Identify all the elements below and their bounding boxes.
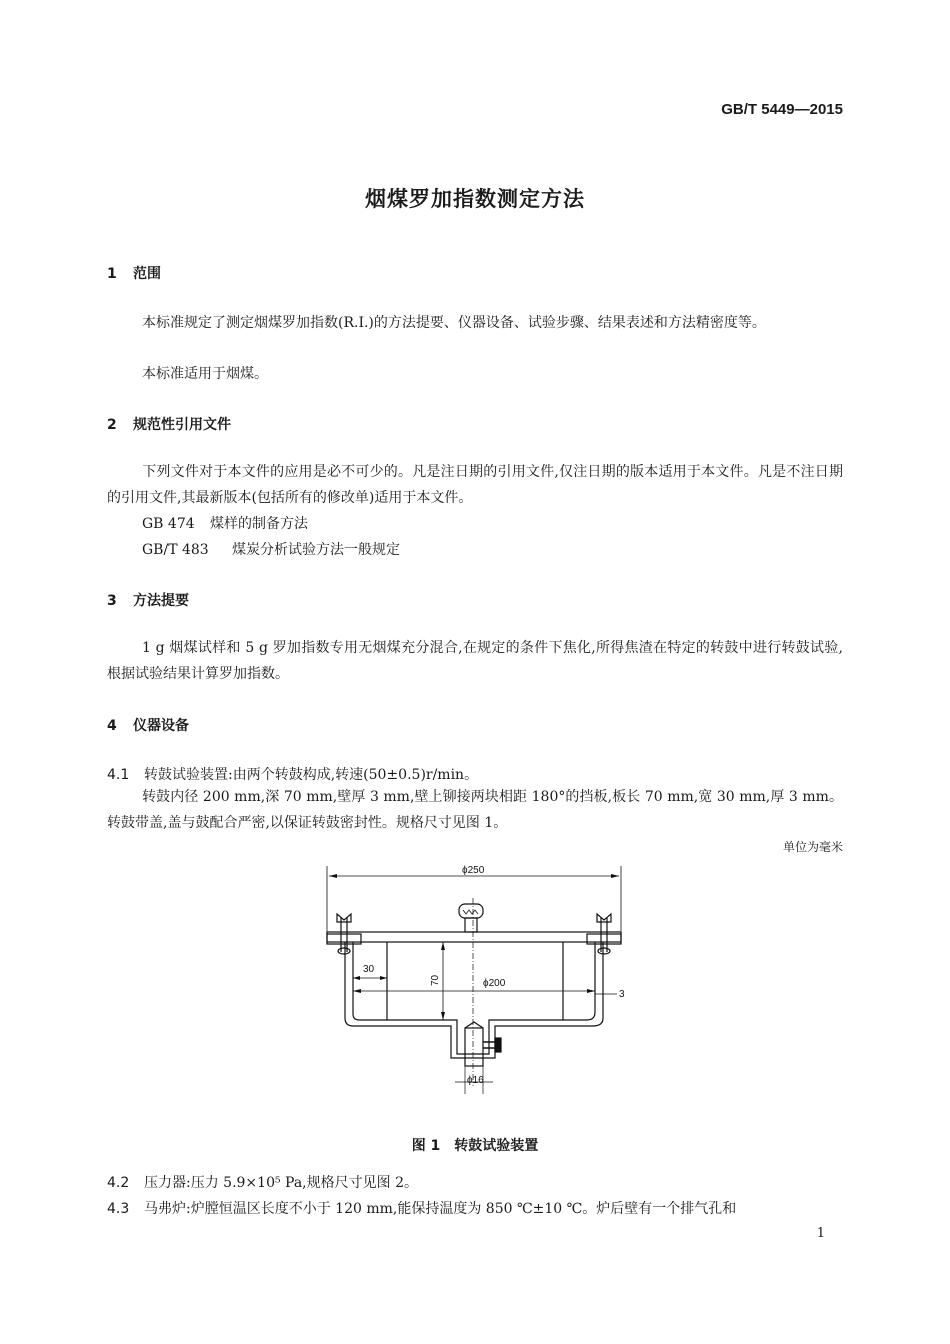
clause-number: 4.2 xyxy=(107,1175,130,1191)
paragraph-text: 转鼓内径 200 mm,深 70 mm,壁厚 3 mm,壁上铆接两块相距 180°的挡板,板长 70 mm,宽 30 mm,厚 3 mm。转鼓带盖,盖与鼓配合严密,以保证转鼓密封性。规格尺寸见图 1。 xyxy=(107,789,843,831)
clause-4-1 xyxy=(107,764,478,784)
section-heading-1 xyxy=(107,263,161,283)
label-shaft-diameter: ϕ16 xyxy=(467,1075,484,1086)
wing-nut-right xyxy=(597,914,611,922)
section-title: 范围 xyxy=(133,266,161,282)
drum-body-inner xyxy=(353,942,595,1054)
reference-code: GB 474 xyxy=(142,516,195,532)
label-inner-diameter: ϕ200 xyxy=(483,978,506,989)
reference-item xyxy=(142,539,400,559)
document-title: 烟煤罗加指数测定方法 xyxy=(365,187,585,211)
page-number: 1 xyxy=(816,1226,825,1241)
lid-knob xyxy=(459,904,483,918)
standard-number: GB/T 5449—2015 xyxy=(721,101,843,118)
section-title: 仪器设备 xyxy=(133,718,189,734)
unit-note: 单位为毫米 xyxy=(782,840,843,854)
section-heading-2 xyxy=(107,414,231,434)
clause-4-2 xyxy=(107,1172,418,1192)
paragraph-text: 1 g 烟煤试样和 5 g 罗加指数专用无烟煤充分混合,在规定的条件下焦化,所得焦渣在特定的转鼓中进行转鼓试验,根据试验结果计算罗加指数。 xyxy=(107,640,843,682)
section-title: 方法提要 xyxy=(133,593,189,609)
clause-text: 压力器:压力 5.9×10⁵ Pa,规格尺寸见图 2。 xyxy=(144,1175,418,1191)
paragraph-applicability: 本标准适用于烟煤。 xyxy=(142,366,268,382)
section-heading-3 xyxy=(107,590,189,610)
figure-caption: 图 1 转鼓试验装置 xyxy=(411,1138,539,1154)
reference-name: 煤炭分析试验方法一般规定 xyxy=(232,542,400,558)
paragraph-text: 下列文件对于本文件的应用是必不可少的。凡是注日期的引用文件,仅注日期的版本适用于本文件。凡是不注日期的引用文件,其最新版本(包括所有的修改单)适用于本文件。 xyxy=(107,464,843,506)
reference-item xyxy=(142,513,308,533)
section-number: 2 xyxy=(107,417,117,433)
clause-number: 4.1 xyxy=(107,767,130,783)
section-title: 规范性引用文件 xyxy=(133,417,231,433)
reference-name: 煤样的制备方法 xyxy=(210,516,308,532)
paragraph-drum-spec xyxy=(107,784,843,836)
section-number: 1 xyxy=(107,266,117,282)
paragraph-text: 本标准规定了测定烟煤罗加指数(R.I.)的方法提要、仪器设备、试验步骤、结果表述和方法精密度等。 xyxy=(142,315,766,331)
clause-text: 转鼓试验装置:由两个转鼓构成,转速(50±0.5)r/min。 xyxy=(144,767,479,783)
drum-shaft xyxy=(465,1028,483,1066)
label-wall: 3 xyxy=(619,989,625,1000)
clause-text: 马弗炉:炉膛恒温区长度不小于 120 mm,能保持温度为 850 ℃±10 ℃。炉后壁有一个排气孔和 xyxy=(144,1201,737,1217)
label-depth: 70 xyxy=(430,974,441,986)
drum-diagram xyxy=(315,858,635,1098)
paragraph-principle xyxy=(107,635,843,687)
section-number: 3 xyxy=(107,593,117,609)
section-heading-4 xyxy=(107,715,189,735)
section-number: 4 xyxy=(107,718,117,734)
drum-lid xyxy=(327,932,621,942)
wing-nut-left xyxy=(337,914,351,922)
clause-4-3 xyxy=(107,1198,736,1218)
drum-body-outer xyxy=(345,942,603,1058)
label-outer-diameter: ϕ250 xyxy=(462,865,485,876)
paragraph-references xyxy=(107,459,843,511)
paragraph-scope xyxy=(107,310,843,336)
label-baffle-width: 30 xyxy=(363,964,375,975)
clause-number: 4.3 xyxy=(107,1201,130,1217)
reference-code: GB/T 483 xyxy=(142,542,209,558)
